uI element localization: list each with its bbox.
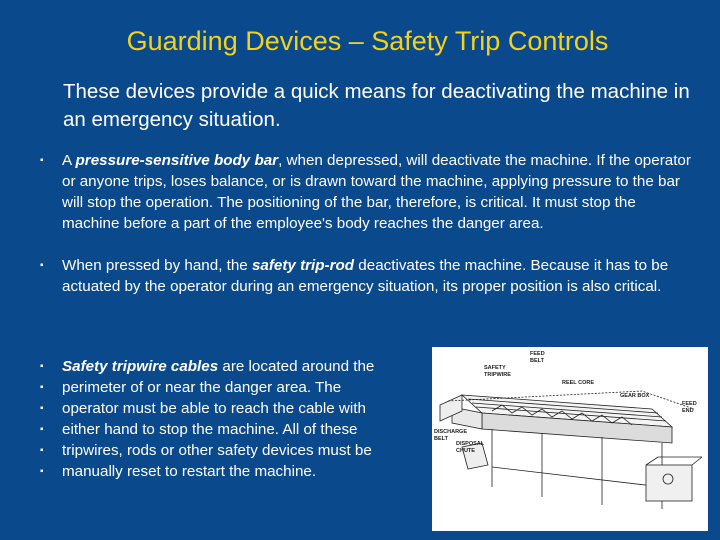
bullet-marker: ▪ [40,361,44,372]
bullet-marker: ▪ [40,424,44,435]
label-gear-box: GEAR BOX [620,393,650,399]
tripwire-line [34,461,434,482]
machine-illustration [432,347,708,531]
bullet-marker: ▪ [40,403,44,414]
slide-title: Guarding Devices – Safety Trip Controls [126,26,609,56]
bullet-emphasis: safety trip-rod [251,257,355,274]
tripwire-line [34,377,434,398]
bullet-body-bar [34,150,694,234]
machine-diagram [432,347,708,531]
bullet-text: manually reset to restart the machine. [62,463,317,480]
tripwire-line [34,356,434,377]
intro-text: These devices provide a quick means for deactivating the machine in an emergency situation. [63,80,690,131]
bullet-emphasis: Safety tripwire cables [62,358,219,375]
bullet-text: either hand to stop the machine. All of these [62,421,358,438]
bullet-text: deactivates the machine. Because it has to be actuated by the operator during an emergency situation, its proper position is also critical. [62,257,669,295]
bullet-text: perimeter of or near the danger area. The [62,379,342,396]
bullet-prefix: When pressed by hand, the [62,257,252,274]
label-chute: CHUTE [456,448,475,454]
label-feed-end-2: END [682,408,694,414]
tripwire-line [34,440,434,461]
tripwire-line [34,398,434,419]
bullet-marker: ▪ [40,382,44,393]
bullet-trip-rod [34,255,694,297]
bullet-marker: ▪ [40,445,44,456]
label-discharge-belt: BELT [434,436,448,442]
label-safety: SAFETY [484,365,506,371]
bullet-text: operator must be able to reach the cable with [62,400,366,417]
bullet-marker: ▪ [40,260,44,271]
tripwire-bullets [34,356,434,482]
tripwire-line [34,419,434,440]
label-feed-end: FEED [682,401,697,407]
label-tripwire: TRIPWIRE [484,372,511,378]
label-feed-belt: FEED [530,351,545,357]
label-reel-core: REEL CORE [562,380,594,386]
bullet-emphasis: pressure-sensitive body bar [75,152,279,169]
label-disposal: DISPOSAL [456,441,485,447]
bullet-text: , when depressed, will deactivate the machine. If the operator or anyone trips, loses balance, or is drawn toward the machine, applying pressure to the bar will stop the operation. The positioning of the bar, therefore, is critical. It must stop the machine before a part of the employee's body reaches the danger area. [62,152,691,232]
bullet-text: are located around the [218,358,375,375]
bullet-list [34,150,694,297]
bullet-marker: ▪ [40,466,44,477]
label-feed-belt-2: BELT [530,358,544,364]
label-discharge: DISCHARGE [434,429,468,435]
bullet-marker: ▪ [40,155,44,166]
bullet-prefix: A [62,152,76,169]
bullet-text: tripwires, rods or other safety devices must be [62,442,372,459]
